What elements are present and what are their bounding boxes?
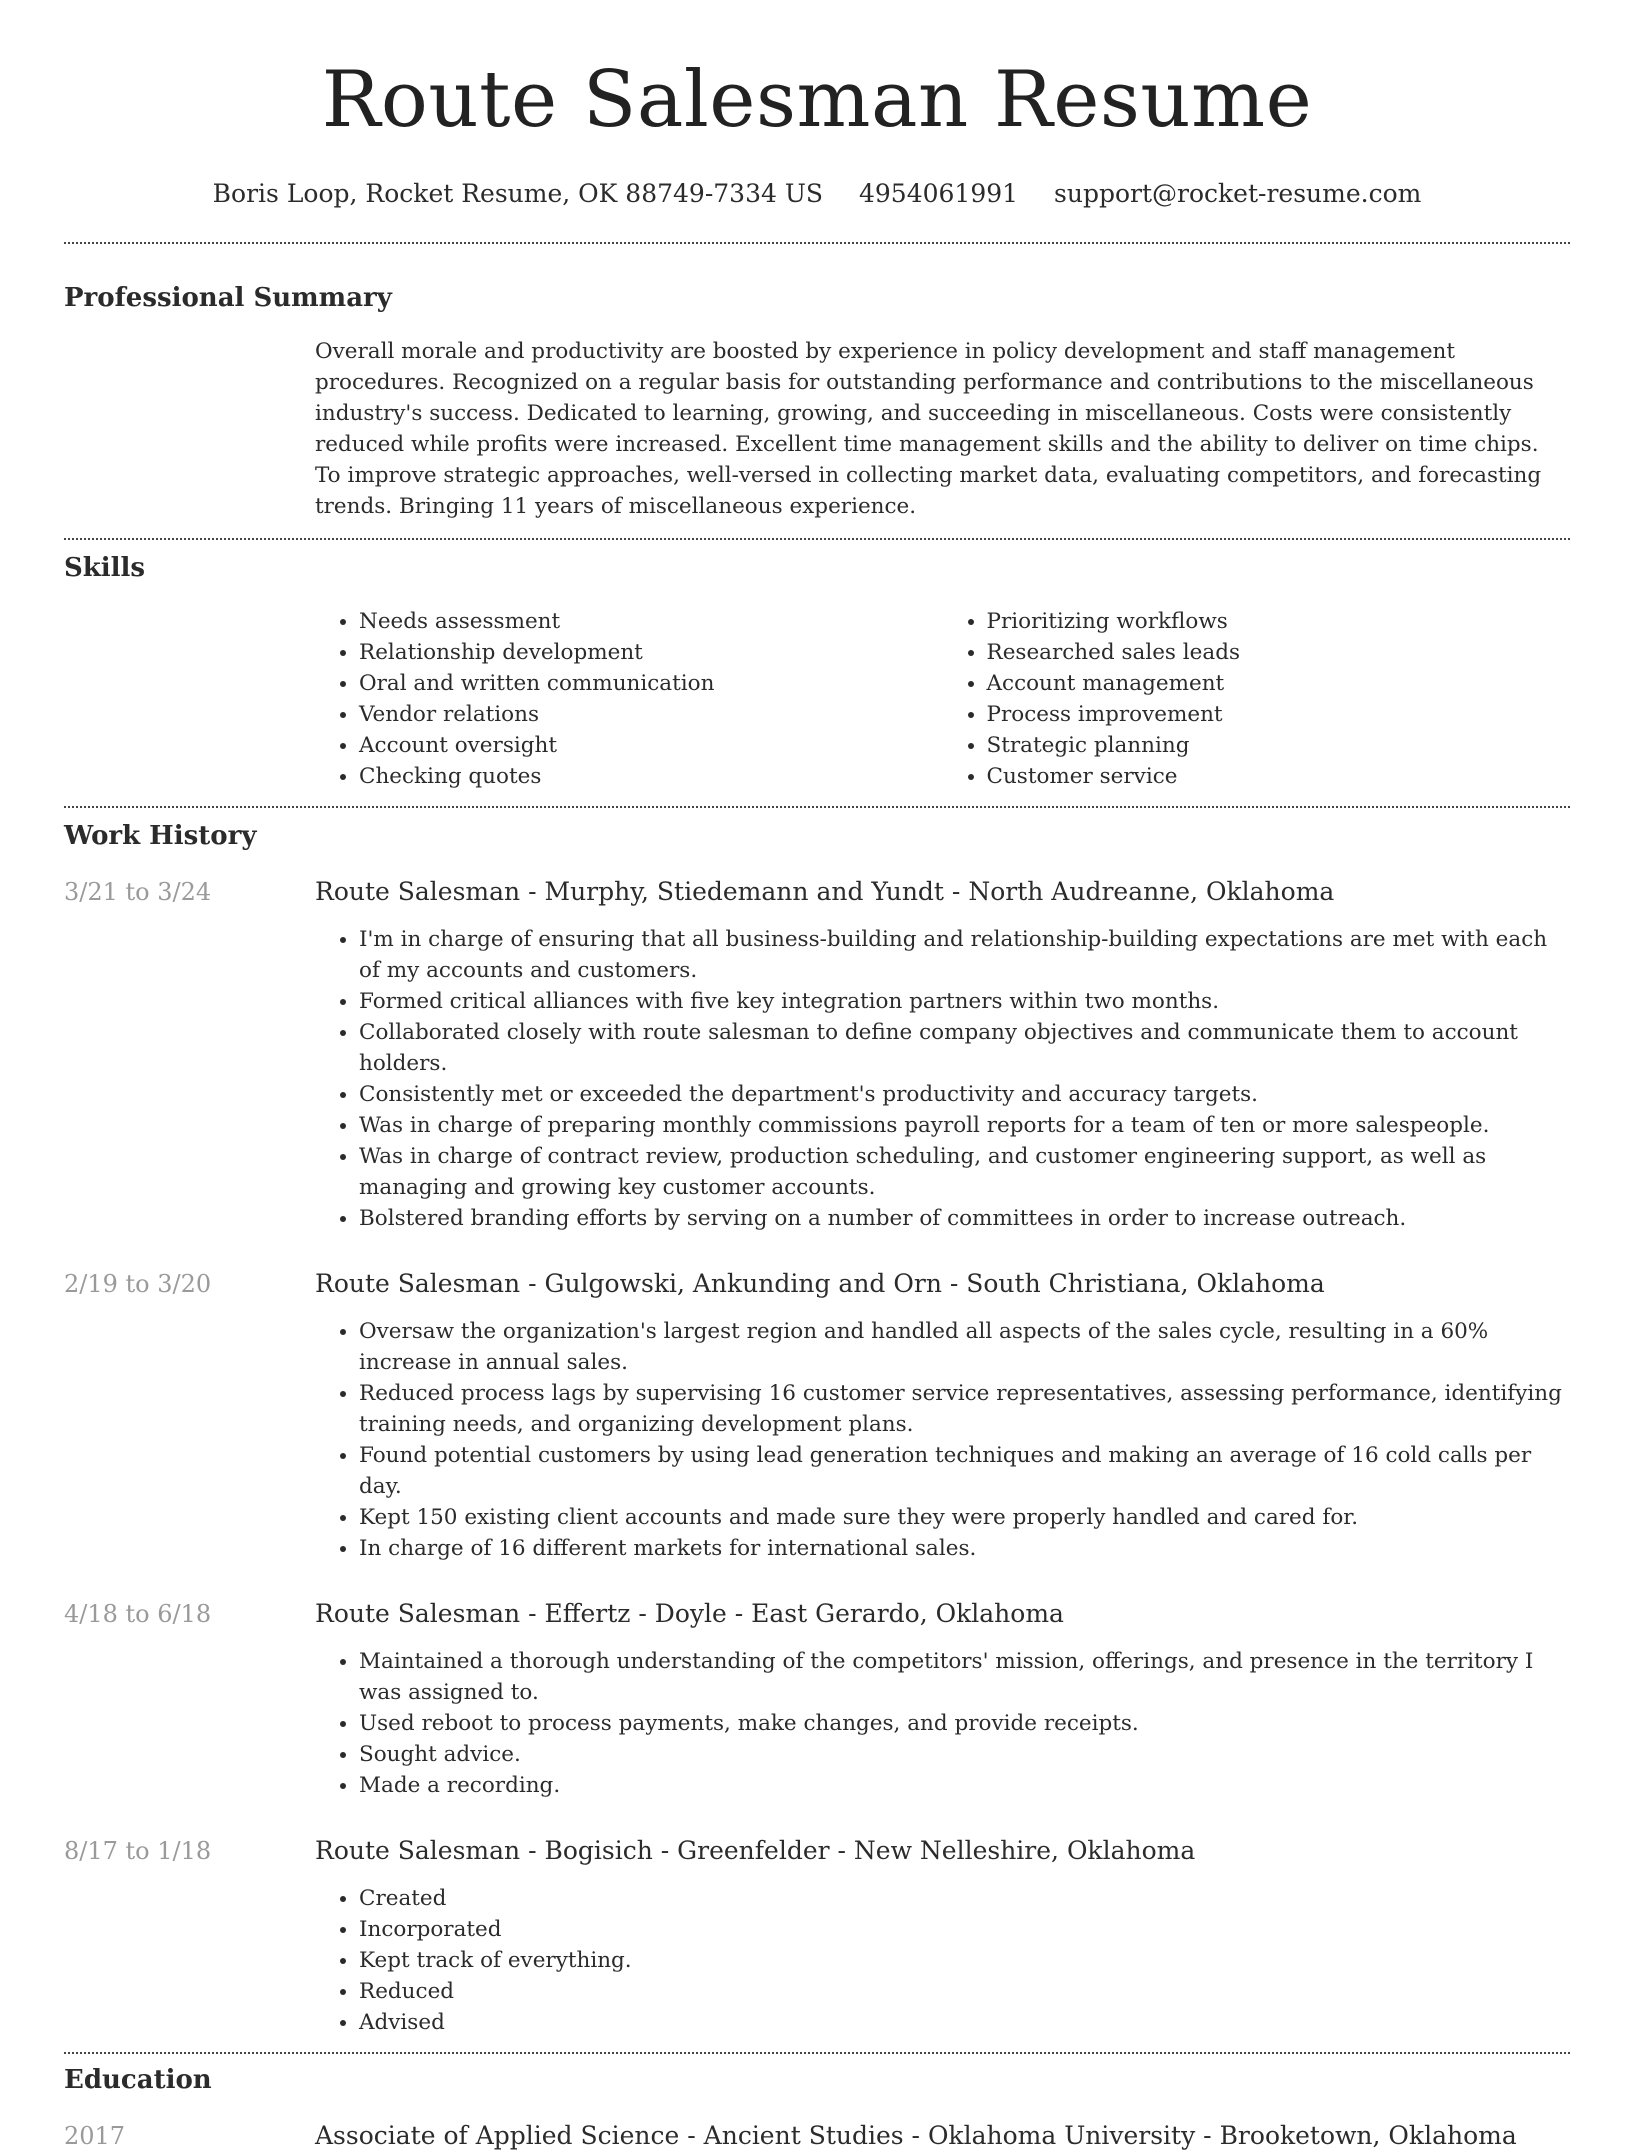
resume-page: [64, 0, 1570, 2152]
job-bullet: • Reduced process lags by supervising 16 customer service representatives, assessing performance, identifying training needs, and organizing development plans.: [359, 1378, 1570, 1440]
job-bullet: • Oversaw the organization's largest region and handled all aspects of the sales cycle, resulting in a 60% increase in annual sales.: [359, 1316, 1570, 1378]
job-date: 2/19 to 3/20: [64, 1270, 212, 1298]
job-bullet: • Was in charge of preparing monthly commissions payroll reports for a team of ten or more salespeople.: [359, 1110, 1570, 1141]
skill-item: • Account oversight: [359, 730, 943, 761]
job-bullet: • Made a recording.: [359, 1770, 1570, 1801]
job-date: 4/18 to 6/18: [64, 1600, 212, 1628]
skill-item: • Strategic planning: [987, 730, 1571, 761]
contact-line: [64, 178, 1570, 210]
job-title: Route Salesman - Murphy, Stiedemann and Yundt - North Audreanne, Oklahoma: [315, 877, 1335, 906]
job-date: 8/17 to 1/18: [64, 1837, 212, 1865]
job-bullet: • Collaborated closely with route salesman to define company objectives and communicate them to account holders.: [359, 1017, 1570, 1079]
skill-item: • Researched sales leads: [987, 637, 1571, 668]
skills-section: [64, 552, 1570, 792]
job-bullet: • Created: [359, 1883, 1570, 1914]
job-date: 3/21 to 3/24: [64, 878, 212, 906]
work-history-heading: Work History: [64, 821, 257, 851]
job-entry: [64, 1835, 1570, 2038]
education-section: [64, 2064, 1570, 2152]
job-bullets: [315, 924, 1570, 1234]
job-entry: [64, 876, 1570, 1234]
divider: [64, 2052, 1570, 2054]
job-entry: [64, 1268, 1570, 1564]
summary-heading: Professional Summary: [64, 283, 392, 313]
skill-item: • Needs assessment: [359, 606, 943, 637]
job-bullets: [315, 1316, 1570, 1564]
contact-phone: 4954061991: [859, 179, 1019, 208]
job-title: Route Salesman - Gulgowski, Ankunding and Orn - South Christiana, Oklahoma: [315, 1269, 1325, 1298]
skill-item: • Process improvement: [987, 699, 1571, 730]
job-bullet: • Sought advice.: [359, 1739, 1570, 1770]
education-date: 2017: [64, 2122, 126, 2150]
job-bullet: • In charge of 16 different markets for international sales.: [359, 1533, 1570, 1564]
skill-item: • Prioritizing workflows: [987, 606, 1571, 637]
job-title: Route Salesman - Bogisich - Greenfelder - New Nelleshire, Oklahoma: [315, 1836, 1196, 1865]
job-bullet: • Bolstered branding efforts by serving on a number of committees in order to increase outreach.: [359, 1203, 1570, 1234]
contact-address: Boris Loop, Rocket Resume, OK 88749-7334 US: [212, 179, 824, 208]
job-bullet: • Maintained a thorough understanding of the competitors' mission, offerings, and presence in the territory I was assigned to.: [359, 1646, 1570, 1708]
job-bullet: • Kept track of everything.: [359, 1945, 1570, 1976]
job-bullet: • Used reboot to process payments, make changes, and provide receipts.: [359, 1708, 1570, 1739]
job-bullet: • I'm in charge of ensuring that all business-building and relationship-building expectations are met with each of my accounts and customers.: [359, 924, 1570, 986]
job-bullet: • Kept 150 existing client accounts and made sure they were properly handled and cared for.: [359, 1502, 1570, 1533]
job-entry: [64, 1598, 1570, 1801]
job-bullet: • Reduced: [359, 1976, 1570, 2007]
skill-item: • Account management: [987, 668, 1571, 699]
divider: [64, 806, 1570, 808]
skills-heading: Skills: [64, 553, 146, 583]
divider: [64, 242, 1570, 244]
skill-item: • Customer service: [987, 761, 1571, 792]
job-bullet: • Was in charge of contract review, production scheduling, and customer engineering support, as well as managing and growing key customer accounts.: [359, 1141, 1570, 1203]
job-bullet: • Formed critical alliances with five key integration partners within two months.: [359, 986, 1570, 1017]
skill-item: • Relationship development: [359, 637, 943, 668]
skill-item: • Checking quotes: [359, 761, 943, 792]
education-heading: Education: [64, 2065, 212, 2095]
skill-item: • Oral and written communication: [359, 668, 943, 699]
education-entry: [64, 2120, 1570, 2152]
work-history-section: [64, 820, 1570, 2038]
job-bullet: • Found potential customers by using lead generation techniques and making an average of 16 cold calls per day.: [359, 1440, 1570, 1502]
skills-list-right: [943, 606, 1571, 792]
job-bullets: [315, 1883, 1570, 2038]
job-bullet: • Advised: [359, 2007, 1570, 2038]
job-bullets: [315, 1646, 1570, 1801]
job-bullet: • Incorporated: [359, 1914, 1570, 1945]
summary-section: [64, 282, 1570, 522]
job-bullet: • Consistently met or exceeded the department's productivity and accuracy targets.: [359, 1079, 1570, 1110]
resume-title: Route Salesman Resume: [321, 55, 1313, 145]
skill-item: • Vendor relations: [359, 699, 943, 730]
job-title: Route Salesman - Effertz - Doyle - East Gerardo, Oklahoma: [315, 1599, 1064, 1628]
skills-list-left: [315, 606, 943, 792]
divider: [64, 538, 1570, 540]
education-title: Associate of Applied Science - Ancient Studies - Oklahoma University - Brooketown, Oklahoma: [315, 2121, 1517, 2150]
contact-email: support@rocket-resume.com: [1054, 179, 1422, 208]
summary-text: Overall morale and productivity are boosted by experience in policy development and staff management procedures. Recognized on a regular basis for outstanding performance and contributions to the miscellaneous industry's success. Dedicated to learning, growing, and succeeding in miscellaneous. Costs were consistently reduced while profits were increased. Excellent time management skills and the ability to deliver on time chips. To improve strategic approaches, well-versed in collecting market data, evaluating competitors, and forecasting trends. Bringing 11 years of miscellaneous experience.: [315, 339, 1542, 519]
